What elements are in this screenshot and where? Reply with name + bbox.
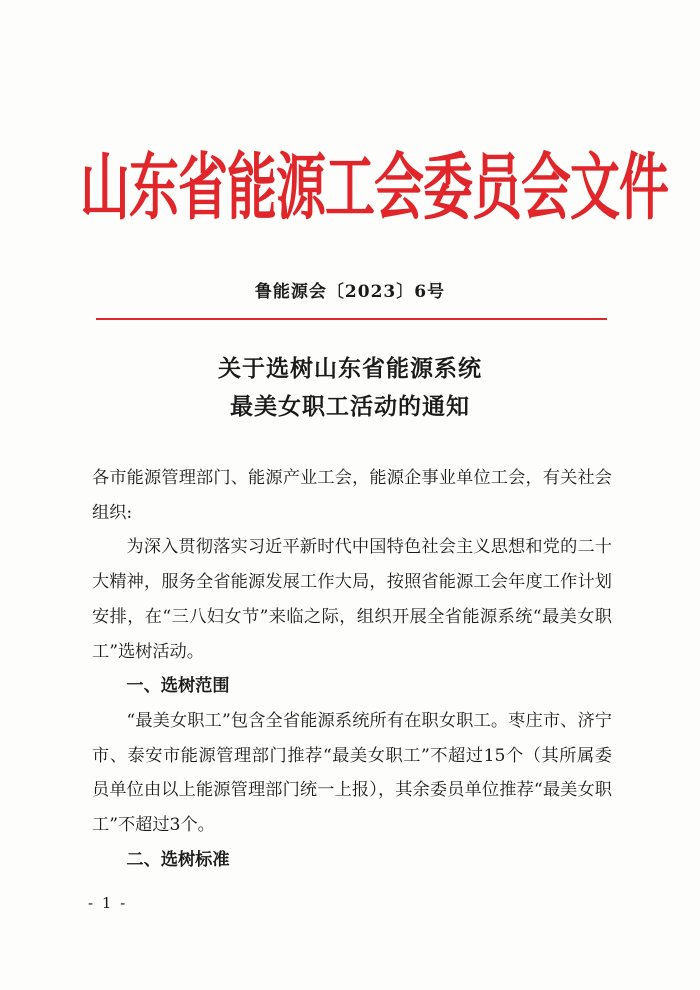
masthead-title	[80, 138, 668, 238]
masthead-text: 山东省能源工会委员会文件	[80, 144, 668, 231]
notice-title	[0, 350, 700, 426]
paragraph-scope: “最美女职工”包含全省能源系统所有在职女职工。枣庄市、济宁市、泰安市能源管理部门推荐“最美女职工”不超过15个（其所属委员单位由以上能源管理部门统一上报），其余委员单位推荐“最美女职工”不超过3个。	[92, 710, 612, 836]
paragraph-intro: 为深入贯彻落实习近平新时代中国特色社会主义思想和党的二十大精神，服务全省能源发展工作大局，按照省能源工会年度工作计划安排，在“三八妇女节”来临之际，组织开展全省能源系统“最美女职工”选树活动。	[92, 537, 612, 662]
section-heading-criteria: 二、选树标准	[126, 849, 230, 870]
document-number: 鲁能源会〔2023〕6号	[254, 282, 446, 302]
page-number: - 1 -	[88, 894, 128, 912]
red-divider-line	[96, 318, 607, 320]
document-body	[92, 461, 612, 877]
notice-title-line-2: 最美女职工活动的通知	[230, 393, 470, 420]
notice-title-line-1: 关于选树山东省能源系统	[218, 355, 482, 382]
section-heading-scope: 一、选树范围	[126, 676, 230, 697]
addressee: 各市能源管理部门、能源产业工会，能源企事业单位工会，有关社会组织:	[92, 468, 612, 523]
